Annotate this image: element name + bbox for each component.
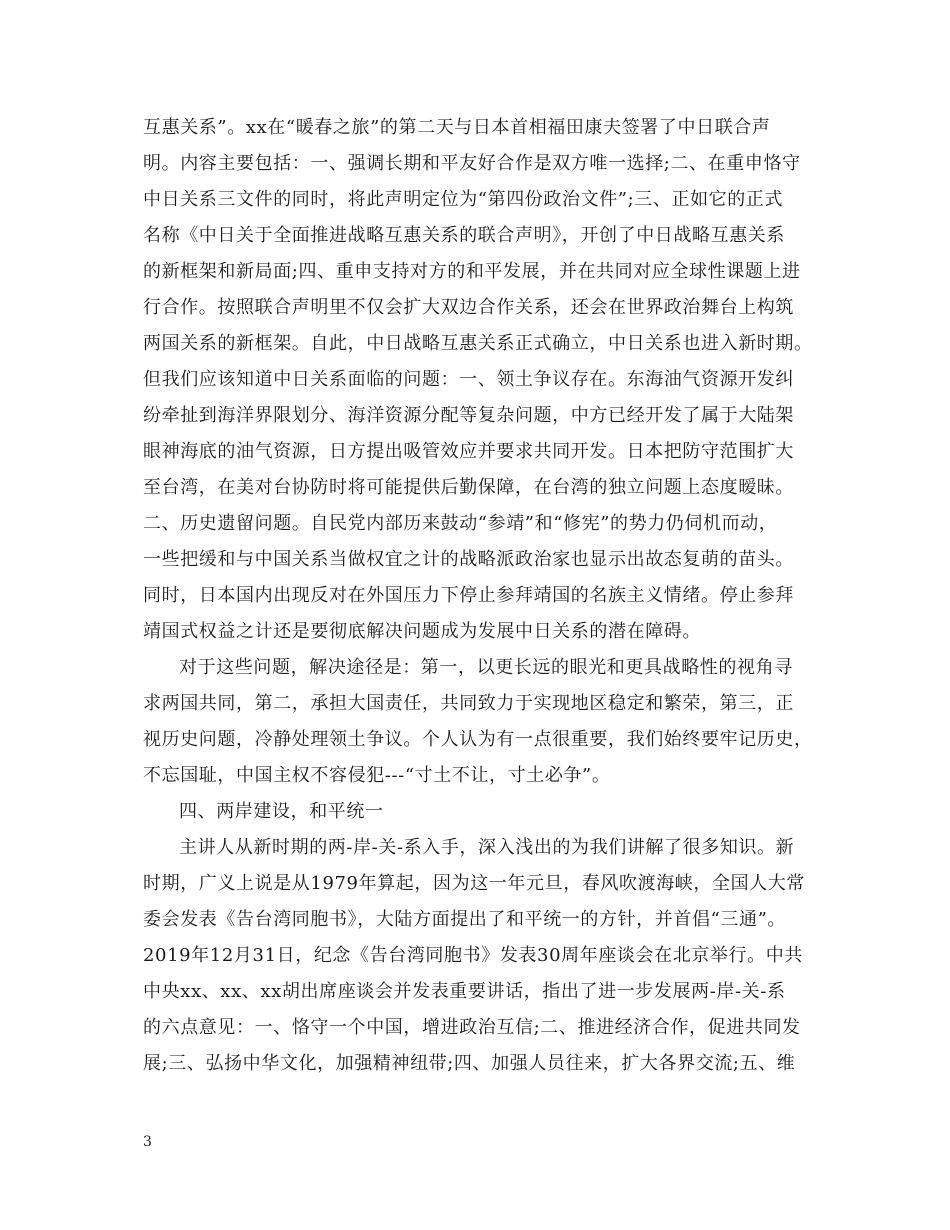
text-line: 中央xx、xx、xx胡出席座谈会并发表重要讲话，指出了进一步发展两-岸-关-系 <box>143 981 786 1002</box>
text-line: 的六点意见：一、恪守一个中国，增进政治互信;二、推进经济合作，促进共同发 <box>143 1017 801 1038</box>
text-line: 同时，日本国内出现反对在外国压力下停止参拜靖国的名族主义情绪。停止参拜 <box>143 585 794 606</box>
text-line: 互惠关系”。xx在“暖春之旅”的第二天与日本首相福田康夫签署了中日联合声 <box>143 117 771 138</box>
text-line: 两国关系的新框架。自此，中日战略互惠关系正式确立，中日关系也进入新时期。 <box>143 333 813 354</box>
section-heading: 四、两岸建设，和平统一 <box>179 801 384 822</box>
text-line: 中日关系三文件的同时，将此声明定位为“第四份政治文件”;三、正如它的正式 <box>143 189 784 210</box>
text-line: 视历史问题，冷静处理领土争议。个人认为有一点很重要，我们始终要牢记历史， <box>143 729 813 750</box>
text-line: 二、历史遗留问题。自民党内部历来鼓动“参靖”和“修宪”的势力仍伺机而动， <box>143 513 778 534</box>
text-line: 委会发表《告台湾同胞书》，大陆方面提出了和平统一的方针，并首倡“三通”。 <box>143 909 787 930</box>
text-line: 至台湾，在美对台协防时将可能提供后勤保障，在台湾的独立问题上态度暧昧。 <box>143 477 794 498</box>
text-line: 眼神海底的油气资源，日方提出吸管效应并要求共同开发。日本把防守范围扩大 <box>143 441 794 462</box>
text-line: 靖国式权益之计还是要彻底解决问题成为发展中日关系的潜在障碍。 <box>143 621 701 642</box>
paragraph-start-line: 主讲人从新时期的两-岸-关-系入手，深入浅出的为我们讲解了很多知识。新 <box>179 837 795 858</box>
text-line: 不忘国耻，中国主权不容侵犯---“寸土不让，寸土必争”。 <box>143 765 611 786</box>
text-line: 行合作。按照联合声明里不仅会扩大双边合作关系，还会在世界政治舞台上构筑 <box>143 297 794 318</box>
text-line: 时期，广义上说是从1979年算起，因为这一年元旦，春风吹渡海峡，全国人大常 <box>143 873 806 894</box>
paragraph-start-line: 对于这些问题，解决途径是：第一，以更长远的眼光和更具战略性的视角寻 <box>179 657 793 678</box>
page-number: 3 <box>143 1134 152 1150</box>
text-line: 的新框架和新局面;四、重申支持对方的和平发展，并在共同对应全球性课题上进 <box>143 261 801 282</box>
text-line: 一些把缓和与中国关系当做权宜之计的战略派政治家也显示出故态复萌的苗头。 <box>143 549 794 570</box>
text-line: 求两国共同，第二，承担大国责任，共同致力于实现地区稳定和繁荣，第三，正 <box>143 693 794 714</box>
text-line: 纷牵扯到海洋界限划分、海洋资源分配等复杂问题，中方已经开发了属于大陆架 <box>143 405 794 426</box>
text-line: 但我们应该知道中日关系面临的问题：一、领土争议存在。东海油气资源开发纠 <box>143 369 794 390</box>
text-line: 明。内容主要包括：一、强调长期和平友好合作是双方唯一选择;二、在重申恪守 <box>143 153 801 174</box>
text-line: 名称《中日关于全面推进战略互惠关系的联合声明》，开创了中日战略互惠关系 <box>143 225 785 246</box>
text-line: 2019年12月31日，纪念《告台湾同胞书》发表30周年座谈会在北京举行。中共 <box>143 945 803 966</box>
text-line: 展;三、弘扬中华文化，加强精神纽带;四、加强人员往来，扩大各界交流;五、维 <box>143 1053 796 1074</box>
